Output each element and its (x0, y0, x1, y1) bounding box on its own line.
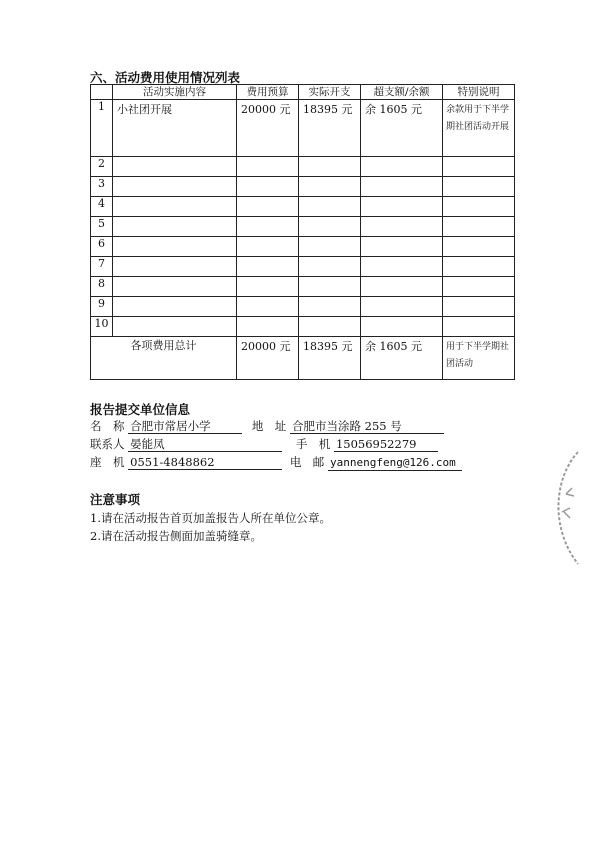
cell-actual (299, 237, 361, 257)
cell-diff (361, 277, 443, 297)
cell-content (113, 317, 237, 337)
cell-content (113, 100, 237, 157)
cell-diff (361, 297, 443, 317)
cell-actual (299, 257, 361, 277)
total-note (443, 337, 515, 380)
row-index: 10 (91, 317, 113, 337)
cell-note (443, 157, 515, 177)
cell-budget (237, 317, 299, 337)
cell-note-text (443, 237, 514, 241)
table-header-row (91, 85, 515, 100)
cell-budget (237, 197, 299, 217)
cell-diff-text (361, 257, 442, 261)
total-row (91, 337, 515, 380)
cell-diff-text (361, 157, 442, 161)
cell-budget (237, 257, 299, 277)
email-value: yannengfeng@126.com (328, 456, 462, 471)
cell-actual-text (299, 297, 360, 301)
cell-budget-text (237, 157, 298, 161)
phone-label: 座 机 (90, 455, 125, 469)
cell-budget (237, 277, 299, 297)
cell-content-text (113, 257, 236, 261)
row-index: 2 (91, 157, 113, 177)
address-value: 合肥市当涂路 255 号 (290, 419, 444, 434)
cell-actual (299, 177, 361, 197)
total-diff (361, 337, 443, 380)
cell-diff-text (361, 197, 442, 201)
address-label: 地 址 (251, 419, 287, 433)
total-actual (299, 337, 361, 380)
cell-diff-text (361, 237, 442, 241)
name-label: 名 称 (90, 419, 125, 433)
table-row (91, 217, 515, 237)
cell-budget-text (237, 277, 298, 281)
seal-stamp-fragment (540, 448, 580, 568)
cell-note (443, 197, 515, 217)
phone-value: 0551-4848862 (128, 455, 282, 470)
header-content: 活动实施内容 (113, 85, 237, 100)
cell-diff (361, 197, 443, 217)
cell-content-text (113, 297, 236, 301)
mobile-label: 手 机 (295, 437, 331, 451)
row-index: 7 (91, 257, 113, 277)
cell-content-text (113, 217, 236, 221)
table-row (91, 197, 515, 217)
header-diff: 超支额/余额 (361, 85, 443, 100)
info-line-1 (90, 418, 444, 434)
cell-actual (299, 297, 361, 317)
cell-note (443, 217, 515, 237)
cell-diff (361, 317, 443, 337)
cell-content (113, 297, 237, 317)
info-line-3 (90, 454, 462, 471)
section-title: 六、活动费用使用情况列表 (90, 70, 241, 85)
table-row (91, 237, 515, 257)
note-item-2: 2.请在活动报告侧面加盖骑缝章。 (90, 529, 262, 543)
expense-table (90, 84, 515, 380)
cell-note (443, 257, 515, 277)
cell-note-text (443, 217, 514, 221)
header-index (91, 85, 113, 100)
table-row (91, 177, 515, 197)
table-row (91, 100, 515, 157)
cell-diff-text (361, 317, 442, 321)
cell-diff-text (361, 217, 442, 221)
mobile-value: 15056952279 (334, 437, 438, 452)
cell-note (443, 100, 515, 157)
cell-actual-text (299, 217, 360, 221)
cell-diff-text: 余 1605 元 (365, 103, 422, 116)
cell-budget (237, 177, 299, 197)
cell-note (443, 317, 515, 337)
cell-note-text (443, 157, 514, 161)
table-row (91, 297, 515, 317)
cell-diff (361, 100, 443, 157)
cell-budget-text (237, 197, 298, 201)
cell-actual (299, 157, 361, 177)
header-note: 特别说明 (443, 85, 515, 100)
name-value: 合肥市常居小学 (128, 419, 242, 434)
cell-budget (237, 100, 299, 157)
cell-content (113, 157, 237, 177)
cell-diff (361, 237, 443, 257)
table-row (91, 257, 515, 277)
header-actual: 实际开支 (299, 85, 361, 100)
cell-diff (361, 177, 443, 197)
cell-budget (237, 297, 299, 317)
cell-content (113, 197, 237, 217)
cell-content-text (113, 317, 236, 321)
row-index: 9 (91, 297, 113, 317)
cell-note-text (443, 197, 514, 201)
row-index: 1 (91, 100, 113, 157)
cell-note-text (443, 317, 514, 321)
row-index: 5 (91, 217, 113, 237)
total-label: 各项费用总计 (91, 337, 237, 380)
cell-actual (299, 317, 361, 337)
cell-budget (237, 217, 299, 237)
cell-note (443, 297, 515, 317)
cell-budget-text (237, 297, 298, 301)
header-budget: 费用预算 (237, 85, 299, 100)
cell-content (113, 237, 237, 257)
cell-note-text (443, 297, 514, 301)
cell-diff (361, 157, 443, 177)
cell-budget (237, 237, 299, 257)
cell-actual-text (299, 277, 360, 281)
cell-actual-text (299, 177, 360, 181)
cell-budget-text: 20000 元 (241, 103, 291, 116)
total-actual-text: 18395 元 (303, 340, 353, 353)
cell-content-text (113, 177, 236, 181)
cell-budget-text (237, 237, 298, 241)
contact-value: 晏能凤 (128, 437, 282, 452)
row-index: 4 (91, 197, 113, 217)
cell-diff-text (361, 177, 442, 181)
cell-content (113, 277, 237, 297)
total-diff-text: 余 1605 元 (365, 340, 422, 353)
cell-note (443, 277, 515, 297)
cell-content-text (113, 237, 236, 241)
cell-note-text (443, 257, 514, 261)
row-index: 3 (91, 177, 113, 197)
cell-note (443, 177, 515, 197)
cell-actual-text (299, 157, 360, 161)
table-row (91, 157, 515, 177)
total-note-text: 用于下半学期社团活动 (446, 342, 510, 369)
note-item-1: 1.请在活动报告首页加盖报告人所在单位公章。 (90, 511, 331, 525)
cell-actual (299, 217, 361, 237)
table-row (91, 317, 515, 337)
cell-content (113, 217, 237, 237)
cell-actual (299, 197, 361, 217)
cell-content (113, 177, 237, 197)
cell-diff (361, 257, 443, 277)
cell-content (113, 257, 237, 277)
cell-budget (237, 157, 299, 177)
cell-note (443, 237, 515, 257)
cell-note-text: 余款用于下半学期社团活动开展 (446, 105, 510, 132)
cell-note-text (443, 277, 514, 281)
cell-actual (299, 277, 361, 297)
total-budget (237, 337, 299, 380)
info-title: 报告提交单位信息 (90, 402, 191, 417)
cell-diff-text (361, 297, 442, 301)
cell-actual-text (299, 237, 360, 241)
cell-budget-text (237, 257, 298, 261)
cell-actual-text (299, 317, 360, 321)
cell-diff (361, 217, 443, 237)
cell-content-text (113, 157, 236, 161)
cell-content-text: 小社团开展 (117, 103, 172, 116)
cell-budget-text (237, 217, 298, 221)
cell-diff-text (361, 277, 442, 281)
email-label: 电 邮 (289, 455, 325, 469)
cell-actual (299, 100, 361, 157)
cell-content-text (113, 197, 236, 201)
cell-budget-text (237, 317, 298, 321)
cell-content-text (113, 277, 236, 281)
cell-actual-text (299, 197, 360, 201)
table-row (91, 277, 515, 297)
contact-label: 联系人 (90, 437, 125, 451)
cell-actual-text: 18395 元 (303, 103, 353, 116)
total-budget-text: 20000 元 (241, 340, 291, 353)
row-index: 6 (91, 237, 113, 257)
info-line-2 (90, 436, 438, 452)
notes-title: 注意事项 (90, 492, 141, 507)
cell-note-text (443, 177, 514, 181)
cell-actual-text (299, 257, 360, 261)
cell-budget-text (237, 177, 298, 181)
row-index: 8 (91, 277, 113, 297)
